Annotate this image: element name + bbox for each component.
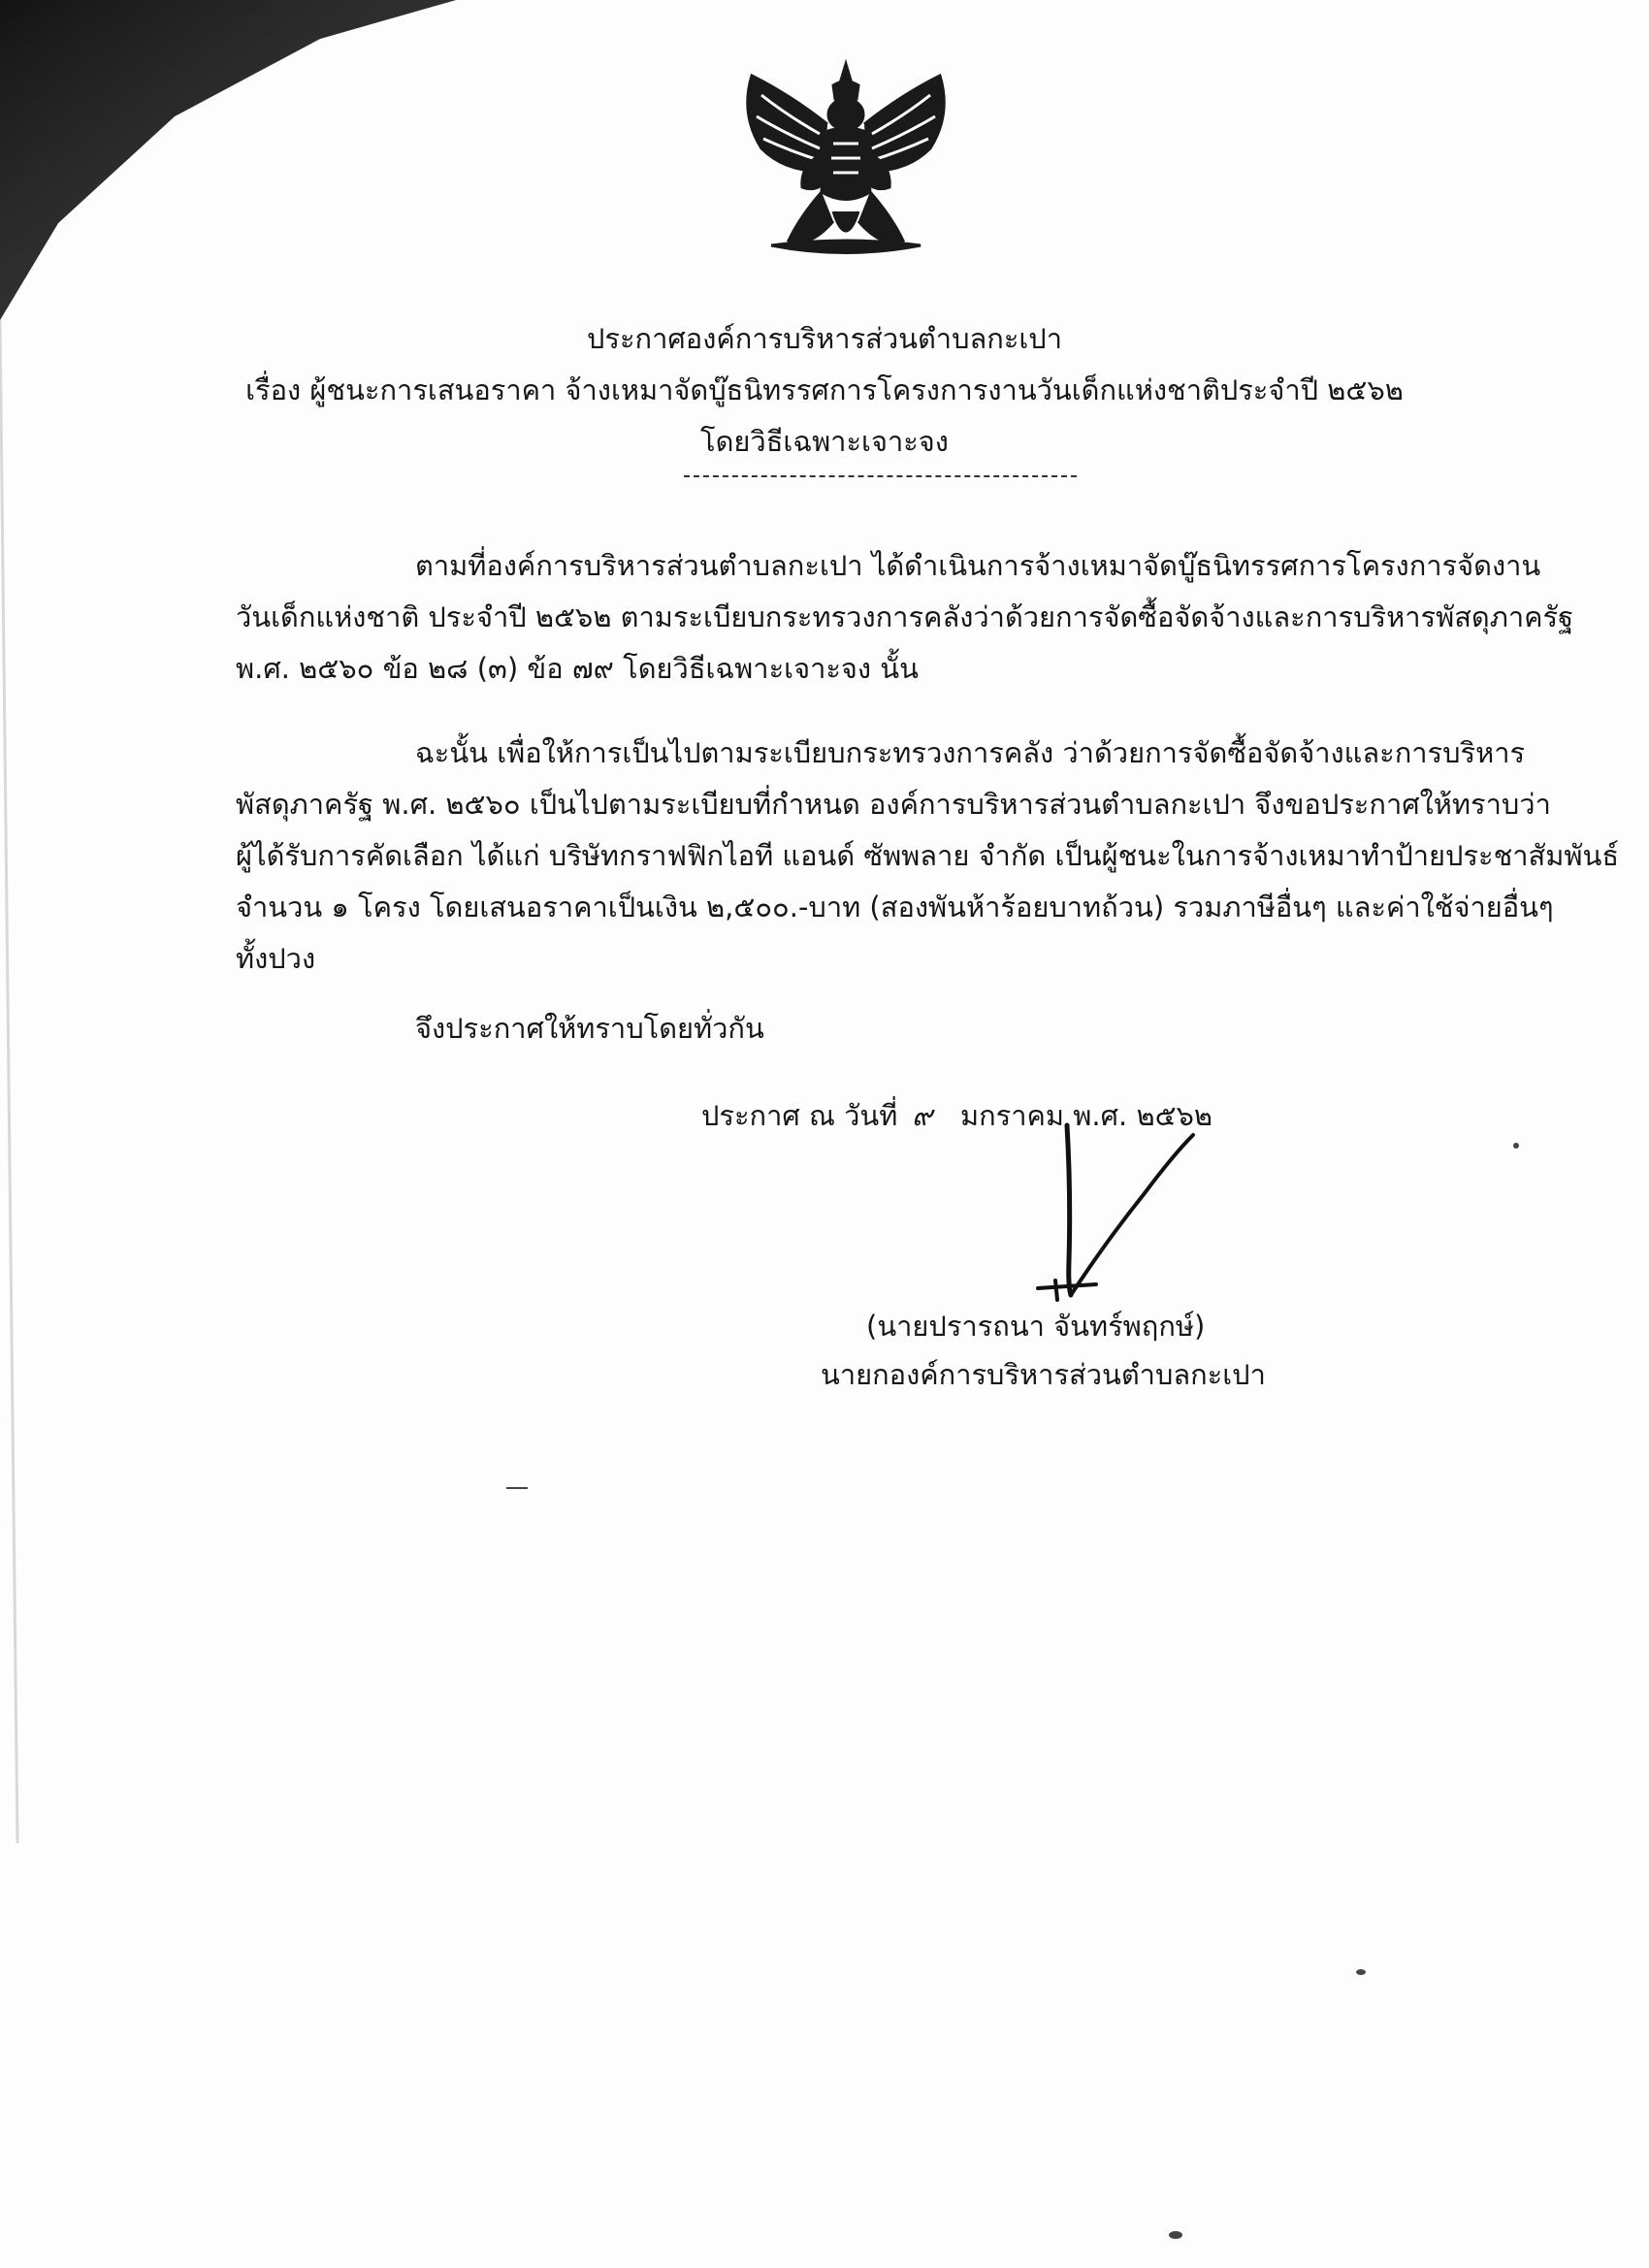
date-prefix: ประกาศ ณ วันที่ (701, 1099, 898, 1132)
heading-divider (684, 475, 1077, 477)
paragraph-1-line-2: วันเด็กแห่งชาติ ประจำปี ๒๕๖๒ ตามระเบียบกระทรวงการคลังว่าด้วยการจัดซื้อจัดจ้างและการบริหารพัสดุภาครัฐ (236, 600, 1574, 633)
announcement-subject: เรื่อง ผู้ชนะการเสนอราคา จ้างเหมาจัดบู๊ธนิทรรศการโครงการงานวันเด็กแห่งชาติประจำปี ๒๕๖๒ (245, 373, 1404, 406)
date-day: ๙ (912, 1099, 933, 1132)
date-month-year: มกราคม พ.ศ. ๒๕๖๒ (960, 1099, 1213, 1132)
paragraph-2-line-2: พัสดุภาครัฐ พ.ศ. ๒๕๖๐ เป็นไปตามระเบียบที่กำหนด องค์การบริหารส่วนตำบลกะเปา จึงขอประกาศให้ทราบว่า (236, 788, 1551, 821)
scan-speck (1356, 1969, 1366, 1975)
scan-speck (1513, 1143, 1519, 1149)
announcement-title: ประกาศองค์การบริหารส่วนตำบลกะเปา (586, 322, 1062, 355)
garuda-emblem-icon (732, 56, 960, 275)
scan-speck (506, 1487, 528, 1489)
paragraph-2-line-4: จำนวน ๑ โครง โดยเสนอราคาเป็นเงิน ๒,๕๐๐.-บาท (สองพันห้าร้อยบาทถ้วน) รวมภาษีอื่นๆ และค่าใช้จ่ายอื่นๆ (236, 891, 1554, 923)
paragraph-2-line-1: ฉะนั้น เพื่อให้การเป็นไปตามระเบียบกระทรวงการคลัง ว่าด้วยการจัดซื้อจัดจ้างและการบริหาร (415, 736, 1526, 769)
scan-speck (1169, 2231, 1182, 2239)
closing-statement: จึงประกาศให้ทราบโดยทั่วกัน (415, 1012, 764, 1045)
paragraph-2-line-3: ผู้ได้รับการคัดเลือก ได้แก่ บริษัทกราฟฟิกไอที แอนด์ ซัพพลาย จำกัด เป็นผู้ชนะในการจ้างเหมาทำป้ายประชาสัมพันธ์ (236, 839, 1620, 872)
announcement-method: โดยวิธีเฉพาะเจาะจง (700, 425, 949, 458)
paragraph-2-line-5: ทั้งปวง (236, 942, 316, 975)
paragraph-1-line-1: ตามที่องค์การบริหารส่วนตำบลกะเปา ได้ดำเนินการจ้างเหมาจัดบู๊ธนิทรรศการโครงการจัดงาน (415, 549, 1541, 582)
signatory-name: (นายปรารถนา จันทร์พฤกษ์) (866, 1310, 1206, 1343)
paragraph-1-line-3: พ.ศ. ๒๕๖๐ ข้อ ๒๘ (๓) ข้อ ๗๙ โดยวิธีเฉพาะเจาะจง นั้น (236, 652, 919, 685)
handwritten-signature (1009, 1116, 1261, 1310)
signatory-position: นายกองค์การบริหารส่วนตำบลกะเปา (821, 1358, 1266, 1391)
